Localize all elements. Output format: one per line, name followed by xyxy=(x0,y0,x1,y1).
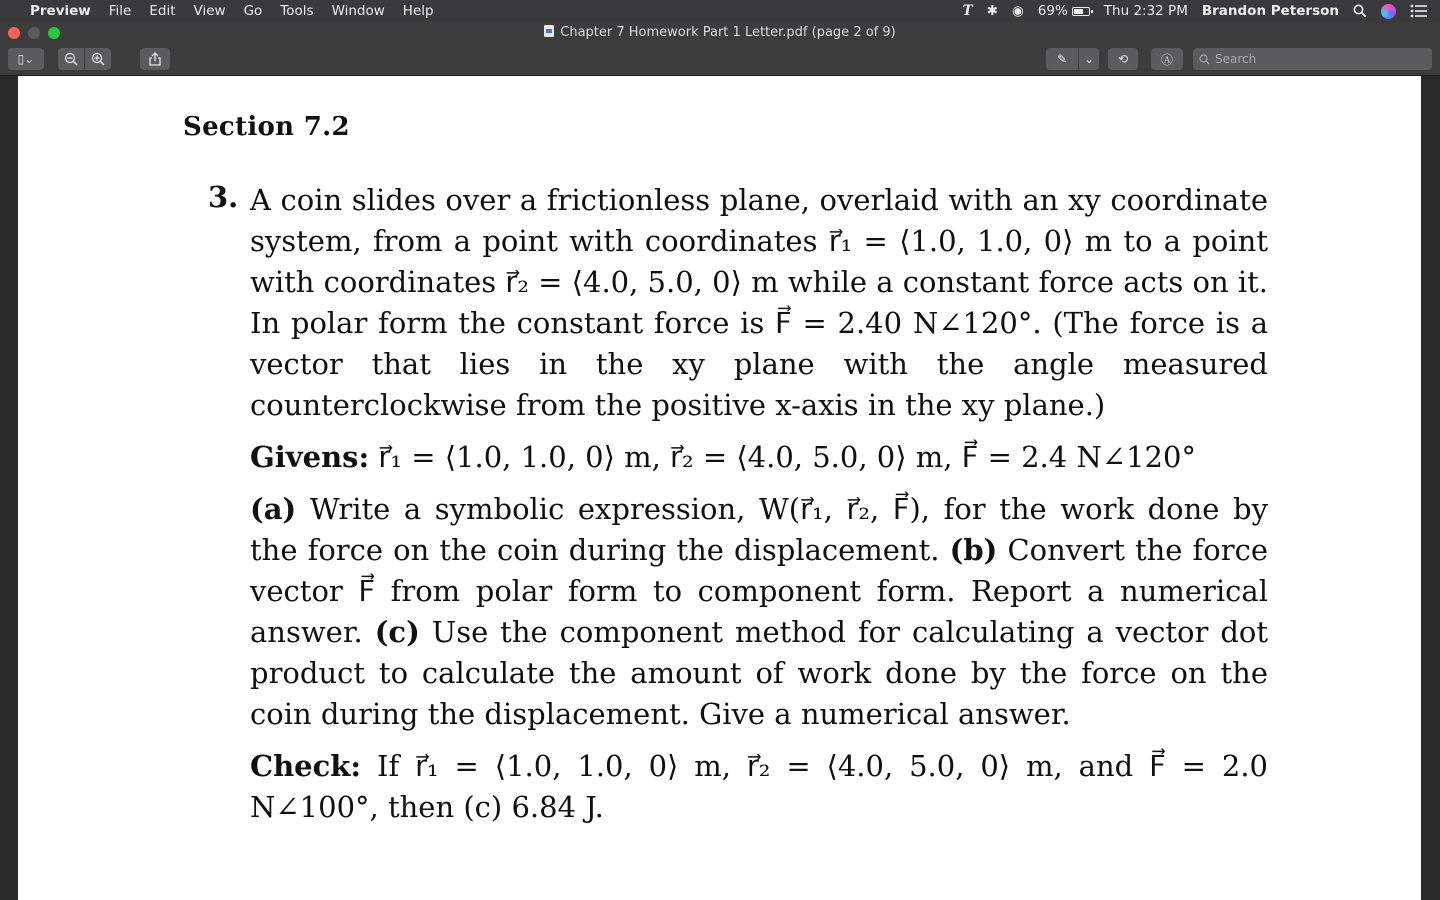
rotate-button[interactable]: ⟲ xyxy=(1108,48,1138,70)
battery-percent: 69% xyxy=(1037,3,1068,19)
zoom-out-button[interactable] xyxy=(58,48,84,70)
part-b-text: Convert the force vector F⃗ from polar form to component form. Report a numerical answer. xyxy=(250,533,1269,649)
check-text: If r⃗₁ = ⟨1.0, 1.0, 0⟩ m, r⃗₂ = ⟨4.0, 5.0, 0⟩ m, and F⃗ = 2.0 N∠100°, then (c) 6.84 J. xyxy=(250,749,1269,824)
markup-menu-button[interactable]: ⌄ xyxy=(1079,48,1099,70)
givens xyxy=(250,437,1268,478)
check-label: Check: xyxy=(250,749,362,783)
part-b-label: (b) xyxy=(949,533,998,567)
markup-toolbar-button[interactable]: Ⓐ xyxy=(1151,48,1183,70)
problem-3 xyxy=(208,180,1268,828)
window-title-bar xyxy=(0,22,1440,44)
status-area xyxy=(963,3,1428,19)
siri-icon[interactable] xyxy=(1381,4,1396,19)
menu-go[interactable]: Go xyxy=(243,3,263,19)
battery-icon xyxy=(1072,7,1090,16)
search-icon xyxy=(1199,54,1210,65)
battery-level-fill xyxy=(1074,9,1083,14)
sidebar-toggle-button[interactable]: ▯⌄ xyxy=(8,48,44,70)
menu-bar xyxy=(0,0,1440,22)
share-icon xyxy=(149,52,161,66)
menu-window[interactable]: Window xyxy=(331,3,385,19)
section-title: Section 7.2 xyxy=(183,112,350,142)
menu-help[interactable]: Help xyxy=(402,3,434,19)
search-input[interactable] xyxy=(1215,52,1415,66)
menu-edit[interactable]: Edit xyxy=(149,3,176,19)
user-name[interactable]: Brandon Peterson xyxy=(1201,3,1339,19)
problem-number: 3. xyxy=(208,180,239,214)
clock[interactable]: Thu 2:32 PM xyxy=(1103,3,1188,19)
markup-pen-button[interactable]: ✎ xyxy=(1046,48,1078,70)
text-input-icon[interactable]: T xyxy=(962,3,973,19)
toolbar xyxy=(0,44,1440,76)
share-button[interactable] xyxy=(140,48,170,70)
menu-tools[interactable]: Tools xyxy=(280,3,314,19)
zoom-in-icon xyxy=(91,52,105,66)
menu-file[interactable]: File xyxy=(108,3,132,19)
problem-parts xyxy=(250,489,1268,735)
notification-center-icon[interactable] xyxy=(1410,4,1428,18)
part-a-text: Write a symbolic expression, W(r⃗₁, r⃗₂, F⃗), for the work done by the force on the coin during the displacement. xyxy=(250,492,1268,567)
check xyxy=(250,746,1268,828)
menu-app-name[interactable]: Preview xyxy=(30,3,91,19)
zoom-out-icon xyxy=(64,52,78,66)
bluetooth-icon[interactable]: ✱ xyxy=(986,3,998,19)
pdf-file-icon xyxy=(544,25,554,37)
problem-statement: A coin slides over a frictionless plane, overlaid with an xy coordinate system, from a point with coordinates r⃗₁ = ⟨1.0, 1.0, 0⟩ m to a point with coordinates r⃗₂ = ⟨4.0, 5.0, 0⟩ m while a constant force acts on it. In polar form the constant force is F⃗ = 2.40 N∠120°. (The force is a vector that lies in the xy plane with the angle measured counterclockwise from the positive x-axis in the xy plane.) xyxy=(250,183,1268,422)
givens-values: r⃗₁ = ⟨1.0, 1.0, 0⟩ m, r⃗₂ = ⟨4.0, 5.0, 0⟩ m, F⃗ = 2.4 N∠120° xyxy=(378,440,1196,474)
document-title xyxy=(0,25,1440,40)
part-c-text: Use the component method for calculating a vector dot product to calculate the amount of work done by the force on the coin during the displacement. Give a numerical answer. xyxy=(250,615,1268,731)
search-field[interactable] xyxy=(1193,48,1432,70)
part-c-label: (c) xyxy=(374,615,420,649)
givens-label: Givens: xyxy=(250,440,370,474)
menu-view[interactable]: View xyxy=(193,3,226,19)
spotlight-search-icon[interactable] xyxy=(1353,4,1367,18)
part-a-label: (a) xyxy=(250,492,297,526)
wifi-icon[interactable]: ◉ xyxy=(1012,3,1024,19)
zoom-in-button[interactable] xyxy=(85,48,111,70)
pdf-page[interactable] xyxy=(18,76,1421,900)
battery-status[interactable] xyxy=(1038,3,1090,19)
document-title-text: Chapter 7 Homework Part 1 Letter.pdf (page 2 of 9) xyxy=(560,25,896,40)
